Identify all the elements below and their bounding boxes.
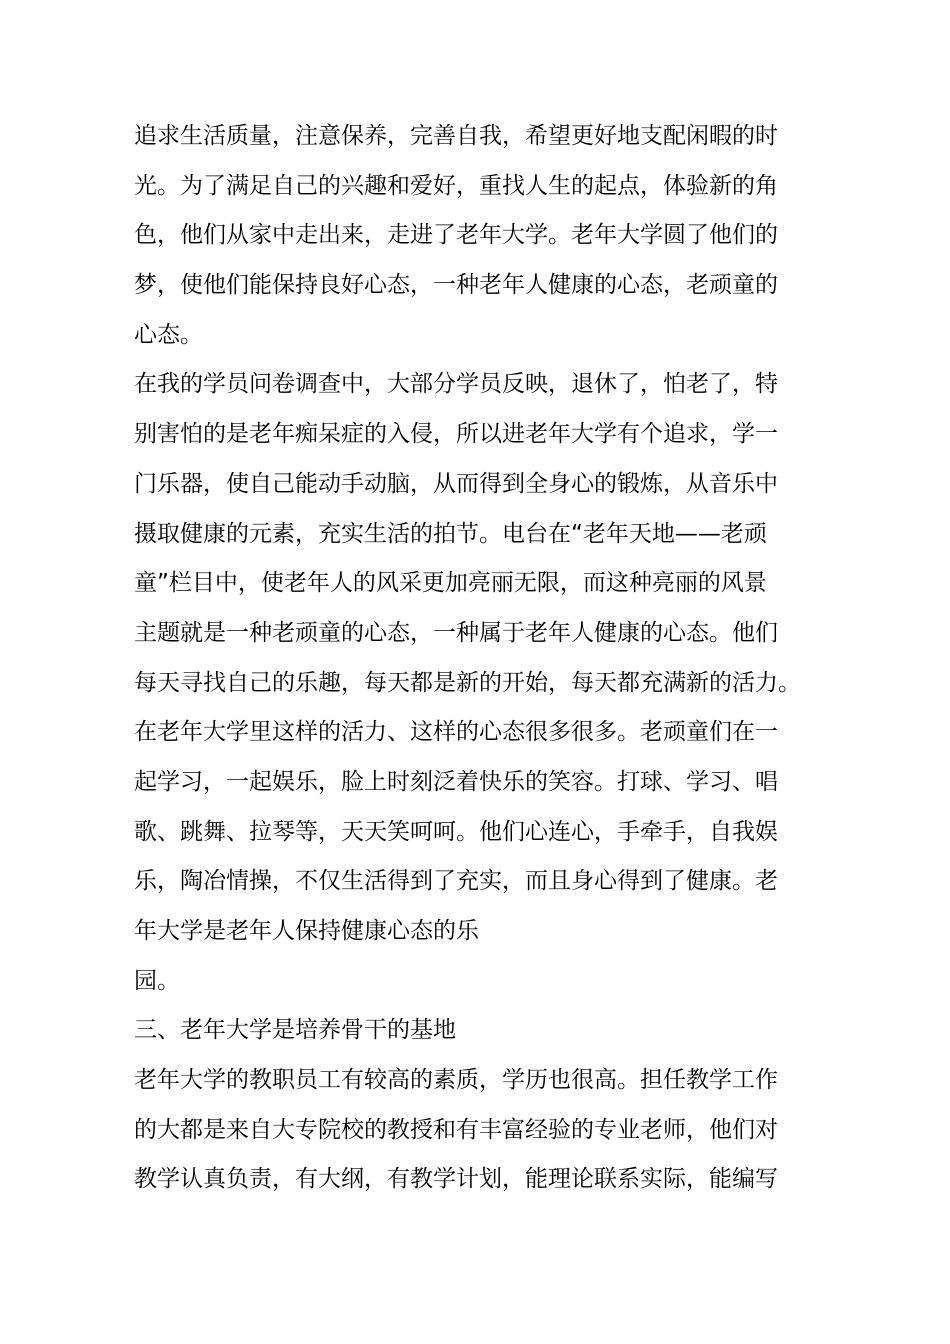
text-line: 童”栏目中，使老年人的风采更加亮丽无限，而这种亮丽的风景 [134,570,767,597]
text-line: 追求生活质量，注意保养，完善自我，希望更好地支配闲暇的时 [134,123,778,149]
text-line: 光。为了满足自己的兴趣和爱好，重找人生的起点，体验新的角 [134,172,778,199]
text-line: 歌、跳舞、拉琴等，天天笑呵呵。他们心连心，手牵手，自我娱 [134,818,778,845]
text-line: 门乐器，使自己能动手动脑，从而得到全身心的锻炼，从音乐中 [134,470,778,497]
text-line: 别害怕的是老年痴呆症的入侵，所以进老年大学有个追求，学一 [134,421,778,448]
text-line: 老年大学的教职员工有较高的素质，学历也很高。担任教学工作 [134,1067,778,1094]
body-text [134,112,824,1205]
text-line: 在我的学员问卷调查中，大部分学员反映，退休了，怕老了，特 [134,371,778,398]
text-line: 摄取健康的元素，充实生活的拍节。电台在“老年天地——老顽 [134,520,767,547]
text-line: 色，他们从家中走出来，走进了老年大学。老年大学圆了他们的 [134,222,778,249]
text-line: 园。 [134,967,180,994]
text-line: 心态。 [134,321,203,348]
section-heading: 三、老年大学是培养骨干的基地 [134,1017,456,1044]
text-line: 年大学是老年人保持健康心态的乐 [134,918,479,944]
text-line: 教学认真负责，有大纲，有教学计划，能理论联系实际，能编写 [134,1166,778,1193]
text-line: 在老年大学里这样的活力、这样的心态很多很多。老顽童们在一 [134,719,778,746]
text-line: 梦，使他们能保持良好心态，一种老年人健康的心态，老顽童的 [134,272,778,299]
text-line: 主题就是一种老顽童的心态，一种属于老年人健康的心态。他们 [134,619,778,646]
text-line: 的大都是来自大专院校的教授和有丰富经验的专业老师，他们对 [134,1116,778,1143]
text-line: 起学习，一起娱乐，脸上时刻泛着快乐的笑容。打球、学习、唱 [134,768,778,795]
text-line: 乐，陶冶情操，不仅生活得到了充实，而且身心得到了健康。老 [134,868,778,895]
text-line: 每天寻找自己的乐趣，每天都是新的开始，每天都充满新的活力。 [134,669,801,696]
